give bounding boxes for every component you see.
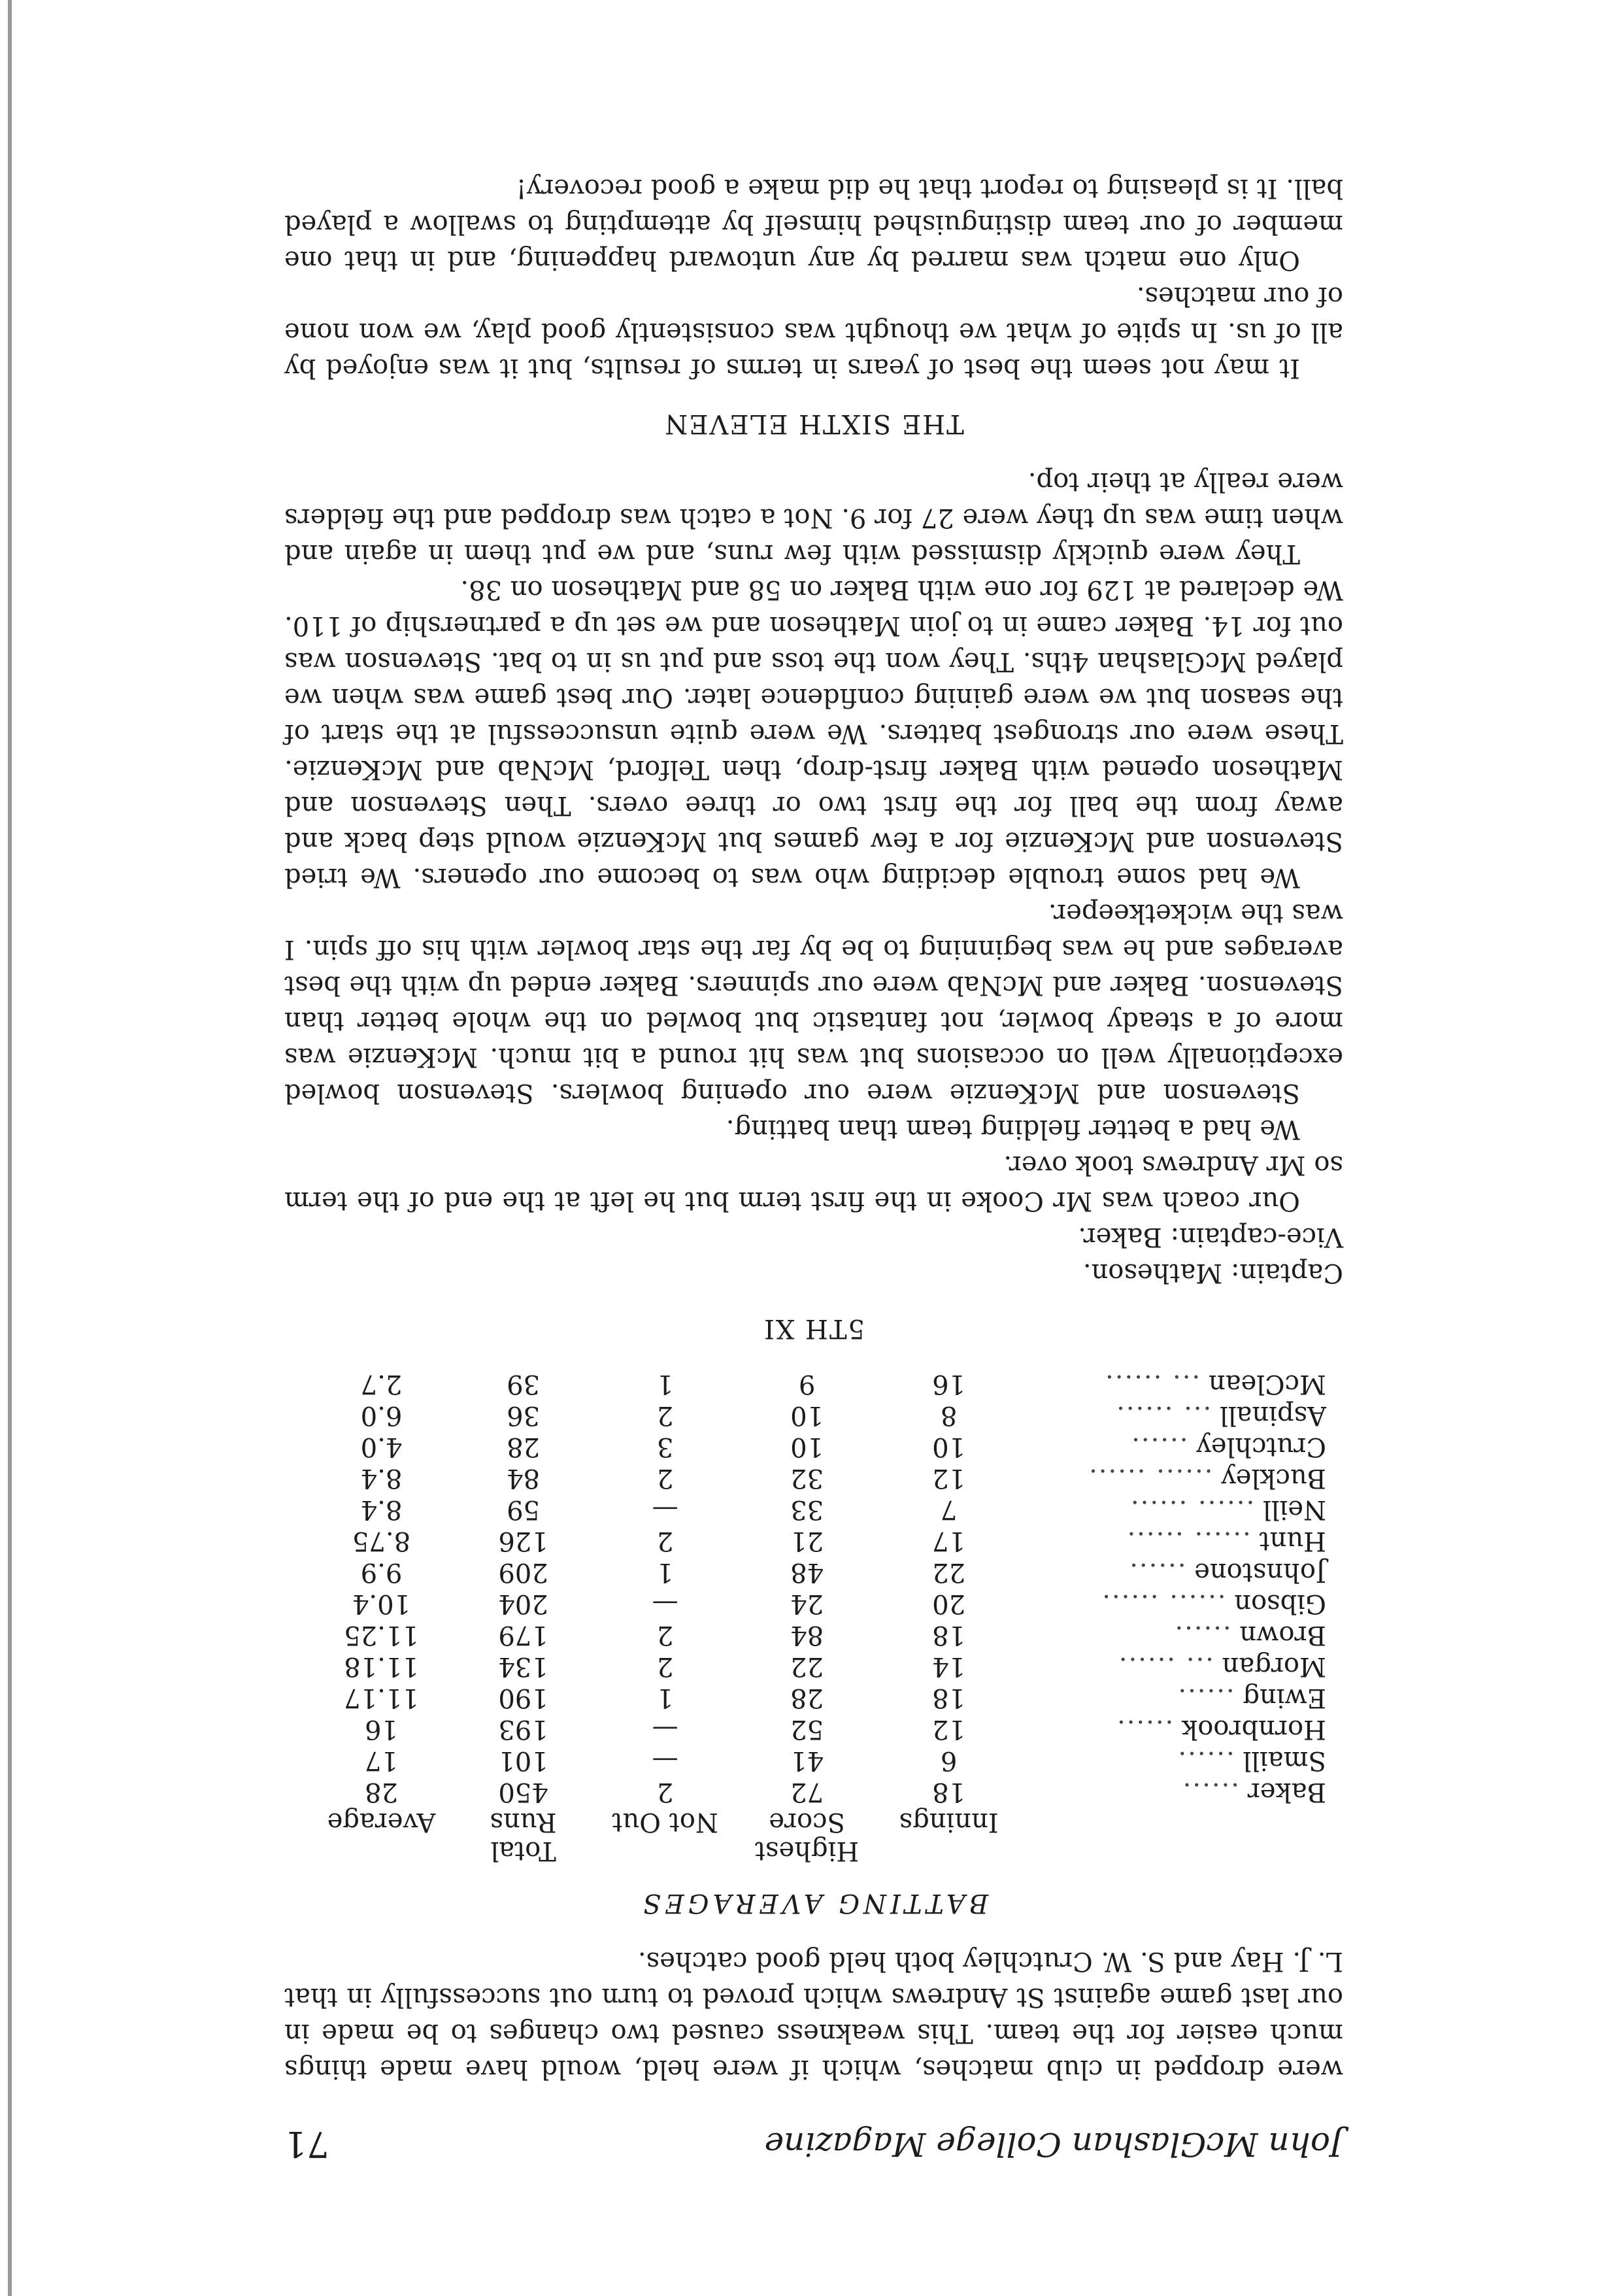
leader-dots: ...... ...... (1101, 1589, 1226, 1619)
player-name: Brown (1239, 1620, 1326, 1650)
highest-score-cell: 10 (790, 1432, 824, 1462)
leader-dots: ...... ...... (1126, 1526, 1251, 1556)
player-name: Smaill (1243, 1746, 1326, 1776)
innings-cell: 18 (932, 1620, 966, 1650)
total-runs-cell: 134 (498, 1651, 548, 1681)
fifth-xi-paragraph: We had a better fielding team than batting. (726, 1114, 1300, 1144)
table-row (310, 1525, 1330, 1557)
leader-dots: ...... ...... (1088, 1463, 1213, 1493)
total-runs-cell: 101 (498, 1746, 548, 1776)
highest-score-cell: 48 (790, 1557, 824, 1587)
total-runs-cell: 36 (507, 1400, 541, 1430)
total-runs-cell: 450 (498, 1777, 548, 1807)
highest-score-cell: 84 (790, 1620, 824, 1650)
highest-score-cell: 22 (790, 1651, 824, 1681)
innings-cell: 10 (932, 1432, 966, 1462)
fifth-xi-paragraph: Our coach was Mr Cooke in the first term but he left at the end of the term so Mr Andrews took over. (284, 1150, 1343, 1216)
not-out-cell: 1 (656, 1683, 674, 1713)
player-name-cell (1020, 1776, 1330, 1808)
fifth-xi-paragraph: They were quickly dismissed with few runs, and we put them in again and when time was up they were 27 for 9. Not a catch was dropped and the fielders were really at their top. (284, 467, 1343, 569)
not-out-cell: 2 (656, 1463, 674, 1493)
col-header-name (1020, 1808, 1330, 1865)
fifth-xi-paragraph: We had some trouble deciding who was to become our openers. We tried Stevenson and McKenzie for a few games but McKenzie would step back and away from the ball for the first two or three overs. Then Stevenson and Matheson opened with Baker first-drop, then Telford, McNab and McKenzie. These were our strongest batters. We were quite unsuccessful at the start of the season but we were gaining confidence later. Our best game was when we played McGlashan 4ths. They won the toss and put us in to bat. Stevenson was out for 14. Baker came in to join Matheson and we set up a partnership of 110. We declared at 129 for one with Baker on 58 and Matheson on 38. (284, 575, 1343, 892)
highest-score-cell: 10 (790, 1400, 824, 1430)
page-content (284, 170, 1343, 2198)
player-name: Ewing (1243, 1683, 1326, 1713)
col-header-highest: Highest Score (754, 1807, 860, 1866)
average-cell: 28 (365, 1777, 398, 1807)
table-row (310, 1651, 1330, 1682)
average-cell: 9.9 (360, 1557, 403, 1587)
sixth-eleven-paragraph: Only one match was marred by any untoward happening, and in that one member of our team distinguished himself by attempting to swallow a played ball. It is pleasing to report that he did make a good recovery! (284, 173, 1343, 275)
table-header-row (310, 1808, 1330, 1865)
magazine-title: John McGlashan College Magazine (764, 2125, 1343, 2163)
player-name: McClean (1208, 1369, 1326, 1399)
highest-score-cell: 9 (798, 1369, 816, 1399)
table-row (310, 1619, 1330, 1651)
fifth-xi-vice-captain: Vice-captain: Baker. (1078, 1222, 1343, 1252)
average-cell: 6.0 (360, 1400, 403, 1430)
not-out-cell: 1 (656, 1369, 674, 1399)
innings-cell: 6 (940, 1746, 958, 1776)
player-name: Aspinall (1219, 1400, 1326, 1430)
table-row (310, 1431, 1330, 1462)
highest-score-cell: 24 (790, 1589, 824, 1619)
player-name-cell (1020, 1525, 1330, 1557)
leader-dots: ...... (1128, 1557, 1186, 1587)
not-out-cell: 2 (656, 1400, 674, 1430)
innings-cell: 18 (932, 1777, 966, 1807)
not-out-cell: — (652, 1494, 678, 1525)
average-cell: 11.25 (344, 1620, 419, 1650)
player-name-cell (1020, 1368, 1330, 1400)
player-name-cell (1020, 1462, 1330, 1494)
player-name-cell (1020, 1745, 1330, 1776)
leader-dots: ...... (1181, 1777, 1239, 1807)
batting-averages-table (310, 1368, 1330, 1865)
not-out-cell: 2 (656, 1620, 674, 1650)
table-row (310, 1462, 1330, 1494)
player-name-cell (1020, 1651, 1330, 1682)
table-row (310, 1494, 1330, 1525)
highest-score-cell: 21 (790, 1526, 824, 1556)
innings-cell: 12 (932, 1463, 966, 1493)
total-runs-cell: 84 (507, 1463, 541, 1493)
leader-dots: ... ...... (1117, 1651, 1214, 1681)
leader-dots: ... ...... (1115, 1400, 1212, 1430)
innings-cell: 17 (932, 1526, 966, 1556)
average-cell: 2.7 (360, 1369, 403, 1399)
innings-cell: 14 (932, 1651, 966, 1681)
leader-dots: ...... (1130, 1432, 1188, 1462)
total-runs-cell: 28 (507, 1432, 541, 1462)
total-runs-cell: 190 (498, 1683, 548, 1713)
total-runs-cell: 179 (498, 1620, 548, 1650)
player-name: Morgan (1222, 1651, 1326, 1681)
batting-table-body (310, 1368, 1330, 1808)
average-cell: 8.4 (360, 1494, 403, 1525)
average-cell: 8.75 (352, 1526, 411, 1556)
innings-cell: 16 (932, 1369, 966, 1399)
total-runs-cell: 126 (498, 1526, 548, 1556)
average-cell: 10.4 (352, 1589, 411, 1619)
sixth-eleven-title: THE SIXTH ELEVEN (663, 409, 964, 439)
not-out-cell: 1 (656, 1557, 674, 1587)
table-row (310, 1776, 1330, 1808)
innings-cell: 18 (932, 1683, 966, 1713)
table-row (310, 1745, 1330, 1776)
highest-score-cell: 72 (790, 1777, 824, 1807)
innings-cell: 20 (932, 1589, 966, 1619)
not-out-cell: 2 (656, 1777, 674, 1807)
col-header-total: Total Runs (490, 1807, 557, 1866)
player-name-cell (1020, 1619, 1330, 1651)
player-name-cell (1020, 1494, 1330, 1525)
table-row (310, 1400, 1330, 1431)
player-name-cell (1020, 1682, 1330, 1714)
highest-score-cell: 32 (790, 1463, 824, 1493)
highest-score-cell: 33 (790, 1494, 824, 1525)
table-row (310, 1557, 1330, 1588)
innings-cell: 22 (932, 1557, 966, 1587)
player-name: Buckley (1221, 1463, 1326, 1493)
page-header (284, 2123, 1343, 2198)
col-header-not-out: Not Out (612, 1807, 718, 1837)
average-cell: 4.0 (360, 1432, 403, 1462)
leader-dots: ...... (1116, 1714, 1174, 1744)
player-name-cell (1020, 1588, 1330, 1619)
highest-score-cell: 41 (790, 1746, 824, 1776)
table-row (310, 1682, 1330, 1714)
fifth-xi-captain: Captain: Matheson. (1082, 1258, 1343, 1288)
table-row (310, 1588, 1330, 1619)
binding-edge (8, 0, 12, 2296)
player-name: Hornbrook (1182, 1714, 1326, 1744)
leader-dots: ...... (1177, 1683, 1235, 1713)
not-out-cell: 2 (656, 1651, 674, 1681)
not-out-cell: — (652, 1746, 678, 1776)
player-name-cell (1020, 1400, 1330, 1431)
player-name: Hunt (1259, 1526, 1326, 1556)
player-name: Gibson (1234, 1589, 1326, 1619)
total-runs-cell: 193 (498, 1714, 548, 1744)
total-runs-cell: 59 (507, 1494, 541, 1525)
fifth-xi-paragraph: Stevenson and McKenzie were our opening bowlers. Stevenson bowled exceptionally well on occasions but was hit round a bit much. McKenzie was more of a steady bowler, not fantastic but bowled on the whole better than Stevenson. Baker and McNab were our spinners. Baker ended up with the best averages and he was beginning to be by far the star bowler with his off spin. I was the wicketkeeper. (284, 898, 1343, 1108)
sixth-eleven-paragraph: It may not seem the best of years in terms of results, but it was enjoyed by all of us. In spite of what we thought was consistently good play, we won none of our matches. (284, 281, 1343, 383)
average-cell: 17 (365, 1746, 398, 1776)
table-row (310, 1368, 1330, 1400)
innings-cell: 7 (940, 1494, 958, 1525)
intro-paragraph: were dropped in club matches, which if were held, would have made things much easier for the team. This weakness caused two changes to be made in our last game against St Andrews which proved to turn out successfully in that L. J. Hay and S. W. Crutchley both held good catches. (284, 1946, 1343, 2084)
player-name-cell (1020, 1431, 1330, 1462)
col-header-innings: Innings (899, 1807, 999, 1837)
fifth-xi-officials (284, 1219, 1343, 1291)
batting-averages-title: BATTING AVERAGES (639, 1888, 989, 1918)
innings-cell: 12 (932, 1714, 966, 1744)
leader-dots: ...... (1177, 1746, 1235, 1776)
not-out-cell: 2 (656, 1526, 674, 1556)
leader-dots: ... ...... (1104, 1369, 1201, 1399)
innings-cell: 8 (940, 1400, 958, 1430)
average-cell: 11.17 (344, 1683, 419, 1713)
player-name: Neill (1262, 1494, 1326, 1525)
not-out-cell: — (652, 1589, 678, 1619)
table-row (310, 1714, 1330, 1745)
player-name: Baker (1247, 1777, 1326, 1807)
highest-score-cell: 52 (790, 1714, 824, 1744)
player-name-cell (1020, 1714, 1330, 1745)
highest-score-cell: 28 (790, 1683, 824, 1713)
player-name: Johnstone (1194, 1557, 1326, 1587)
total-runs-cell: 204 (498, 1589, 548, 1619)
player-name: Crutchley (1196, 1432, 1326, 1462)
col-header-average: Average (327, 1807, 436, 1837)
average-cell: 11.18 (344, 1651, 419, 1681)
page-number: 71 (284, 2123, 329, 2165)
player-name-cell (1020, 1557, 1330, 1588)
fifth-xi-title: 5TH XI (763, 1313, 865, 1343)
leader-dots: ...... ...... (1129, 1494, 1255, 1525)
average-cell: 8.4 (360, 1463, 403, 1493)
average-cell: 16 (365, 1714, 398, 1744)
not-out-cell: — (652, 1714, 678, 1744)
leader-dots: ...... (1173, 1620, 1231, 1650)
total-runs-cell: 39 (507, 1369, 541, 1399)
total-runs-cell: 209 (498, 1557, 548, 1587)
not-out-cell: 3 (656, 1432, 674, 1462)
